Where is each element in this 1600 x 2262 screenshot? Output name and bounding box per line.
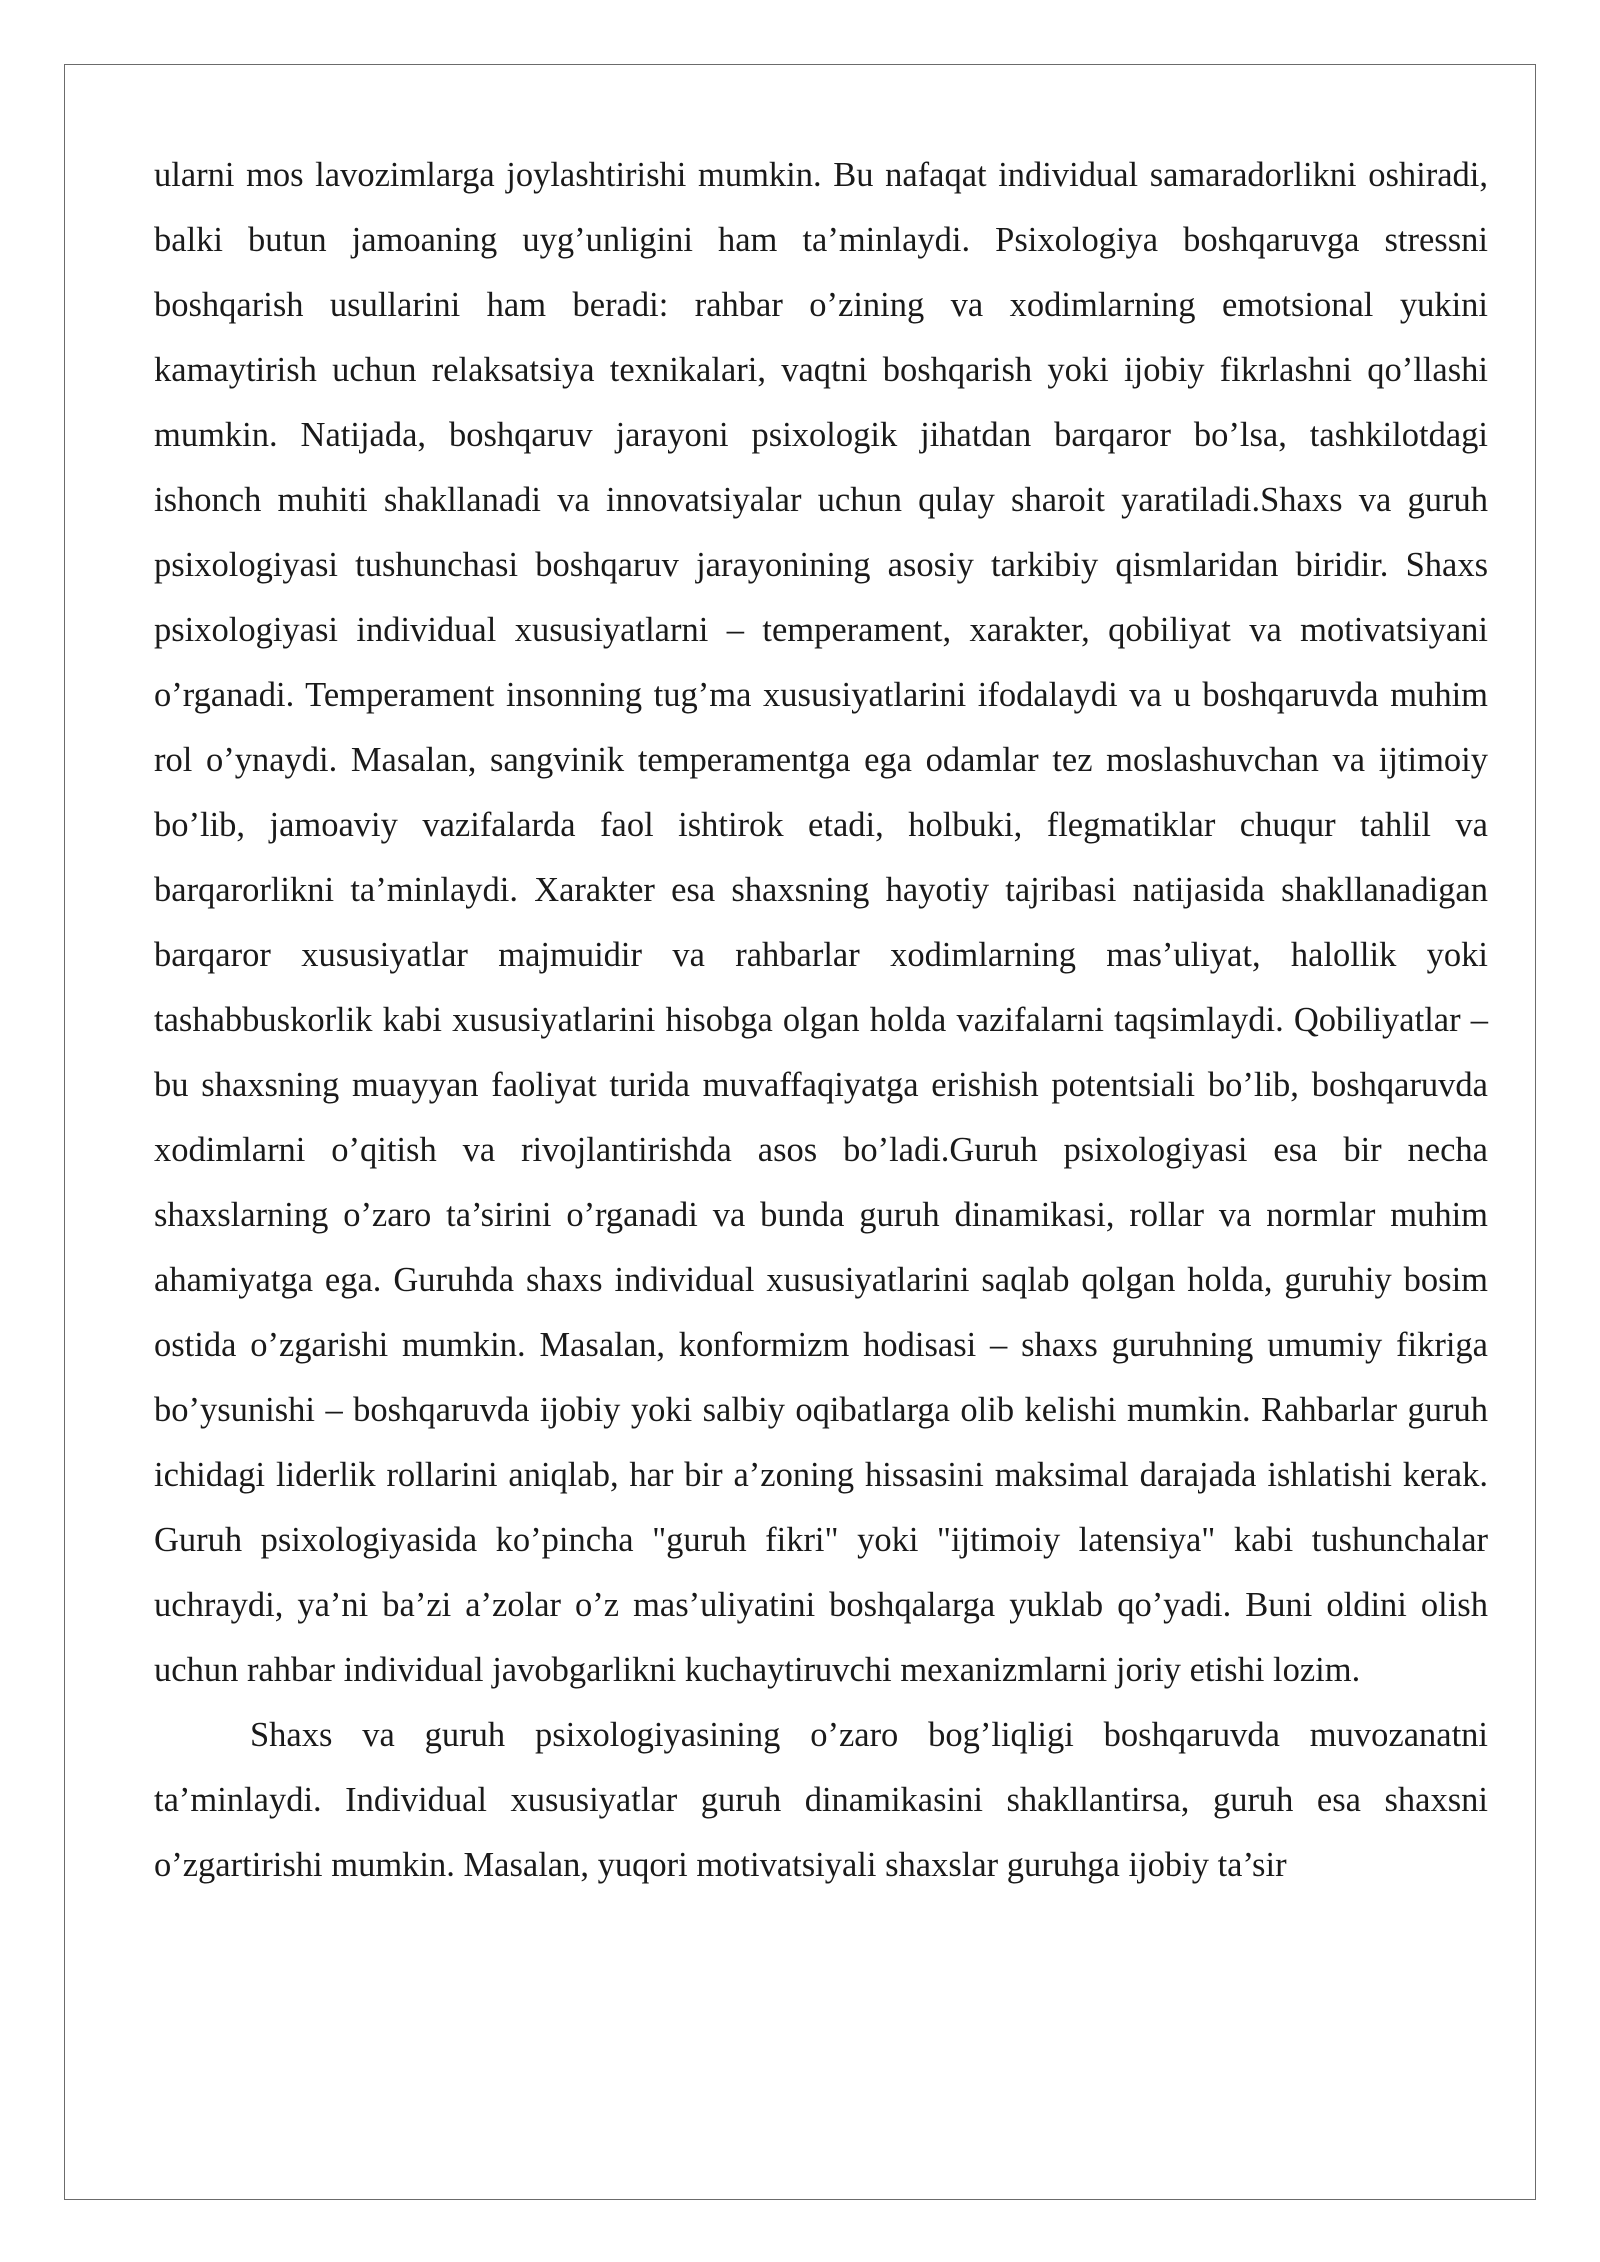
paragraph-1: ularni mos lavozimlarga joylashtirishi mumkin. Bu nafaqat individual samaradorlikni oshiradi, balki butun jamoaning uyg’unligini ham ta’minlaydi. Psixologiya boshqaruvga stressni boshqarish usullarini ham beradi: rahbar o’zining va xodimlarning emotsional yukini kamaytirish uchun relaksatsiya texnikalari, vaqtni boshqarish yoki ijobiy fikrlashni qo’llashi mumkin. Natijada, boshqaruv jarayoni psixologik jihatdan barqaror bo’lsa, tashkilotdagi ishonch muhiti shakllanadi va innovatsiyalar uchun qulay sharoit yaratiladi.Shaxs va guruh psixologiyasi tushunchasi boshqaruv jarayonining asosiy tarkibiy qismlaridan biridir. Shaxs psixologiyasi individual xususiyatlarni – temperament, xarakter, qobiliyat va motivatsiyani o’rganadi. Temperament insonning tug’ma xususiyatlarini ifodalaydi va u boshqaruvda muhim rol o’ynaydi. Masalan, sangvinik temperamentga ega odamlar tez moslashuvchan va ijtimoiy bo’lib, jamoaviy vazifalarda faol ishtirok etadi, holbuki, flegmatiklar chuqur tahlil va barqarorlikni ta’minlaydi. Xarakter esa shaxsning hayotiy tajribasi natijasida shakllanadigan barqaror xususiyatlar majmuidir va rahbarlar xodimlarning mas’uliyat, halollik yoki tashabbuskorlik kabi xususiyatlarini hisobga olgan holda vazifalarni taqsimlaydi. Qobiliyatlar – bu shaxsning muayyan faoliyat turida muvaffaqiyatga erishish potentsiali bo’lib, boshqaruvda xodimlarni o’qitish va rivojlantirishda asos bo’ladi.Guruh psixologiyasi esa bir necha shaxslarning o’zaro ta’sirini o’rganadi va bunda guruh dinamikasi, rollar va normlar muhim ahamiyatga ega. Guruhda shaxs individual xususiyatlarini saqlab qolgan holda, guruhiy bosim ostida o’zgarishi mumkin. Masalan, konformizm hodisasi – shaxs guruhning umumiy fikriga bo’ysunishi – boshqaruvda ijobiy yoki salbiy oqibatlarga olib kelishi mumkin. Rahbarlar guruh ichidagi liderlik rollarini aniqlab, har bir a’zoning hissasini maksimal darajada ishlatishi kerak. Guruh psixologiyasida ko’pincha "guruh fikri" yoki "ijtimoiy latensiya" kabi tushunchalar uchraydi, ya’ni ba’zi a’zolar o’z mas’uliyatini boshqalarga yuklab qo’yadi. Buni oldini olish uchun rahbar individual javobgarlikni kuchaytiruvchi mexanizmlarni joriy etishi lozim. bbox=[154, 156, 1488, 1689]
paragraph-2: Shaxs va guruh psixologiyasining o’zaro bog’liqligi boshqaruvda muvozanatni ta’minlaydi. Individual xususiyatlar guruh dinamikasini shakllantirsa, guruh esa shaxsni o’zgartirishi mumkin. Masalan, yuqori motivatsiyali shaxslar guruhga ijobiy ta’sir bbox=[154, 1716, 1488, 1884]
document-body bbox=[154, 143, 1488, 1898]
